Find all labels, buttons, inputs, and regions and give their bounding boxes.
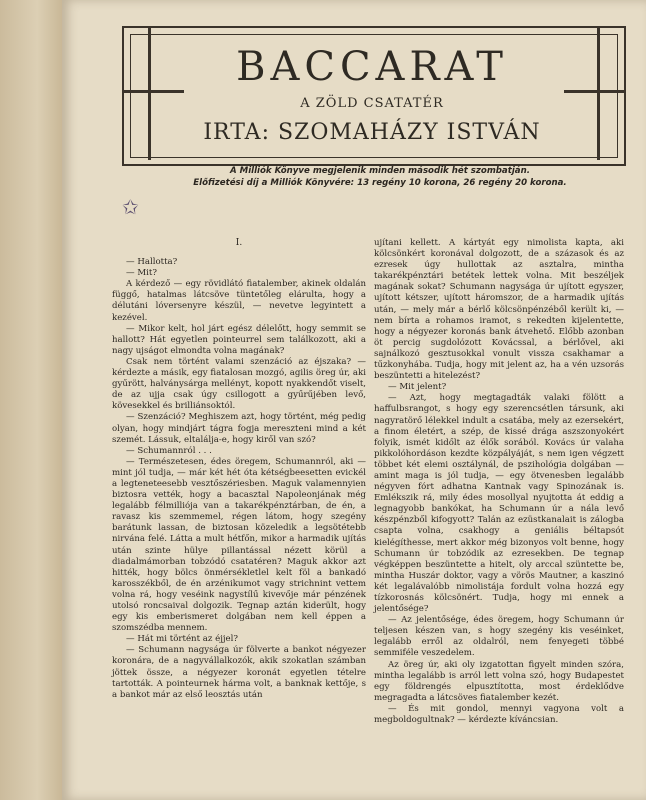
paragraph: — Schumann nagysága úr fölverte a bankot négyezer koronára, de a nagyvállalkozók, akik szokatlan számban jöttek össze, a négyezer koronát egyetlen tételre tartották. A pointeurnek hárma volt, a banknak kettője, s a bankot már az első leosztás után: [112, 645, 366, 700]
book-author: IRTA: SZOMAHÁZY ISTVÁN: [203, 120, 541, 145]
paragraph: Csak nem történt valami szenzáció az éjszaka? — kérdezte a másik, egy fiatalosan mozgó, agilis öreg úr, aki gyűrött, halványsárga mellényt, kopott nyakkendőt viselt, de az ujja csak úgy csillogott a gyűrűjében levő, kövesekkel és brilliánsoktól.: [112, 356, 366, 412]
paragraph: — Mikor kelt, hol járt egész délelőtt, hogy semmit se hallott? Hát egyetlen pointeurrel sem találkozott, aki a nagy ujságot elmondta volna magának?: [112, 323, 366, 356]
paragraph: — Szenzáció? Meghiszem azt, hogy történt, még pedig olyan, hogy mindjárt tágra fogja mereszteni mind a két szemét. Lássuk, eltalálja-e, hogy kiről van szó?: [112, 412, 366, 445]
book-subtitle: A ZÖLD CSATATÉR: [300, 96, 444, 111]
chapter-number: I.: [235, 238, 243, 248]
paragraph: — Mit jelent?: [388, 382, 447, 393]
paragraph: — Hát mi történt az éjjel?: [126, 634, 238, 645]
book-title: BACCARAT: [236, 44, 508, 90]
publication-notice: A Milliók Könyve megjelenik minden második hét szombatján.: [230, 166, 530, 176]
paragraph: A kérdező — egy rövidlátó fiatalember, akinek oldalán függő, hatalmas látcsöve tüntetőleg elárulta, hogy a délutáni lóversenyre készül, — nevetve legyintett a kezével.: [112, 279, 366, 323]
frame-ornament-right-horizontal: [564, 90, 624, 93]
text-column-left: [112, 238, 366, 701]
paragraph: — És mit gondol, mennyi vagyona volt a megboldogultnak? — kérdezte kíváncsian.: [374, 703, 624, 726]
paragraph: — Azt, hogy megtagadták valaki fölött a haffulbsrangot, s hogy egy szerencsétlen társunk, aki nagyratörő lélekkel indult a csatába, mely az ezersekért, a finom életért, a szép, de kissé drága aszszonyokért folyik, ismét kidőlt az élők sorából. Kovács úr valaha pikkolóhordáson kezdte közpályáját, s nem igen végzett többet két elemi osztálynál, de pszihológia dolgában — amint maga is jól tudja, — egy ötvenesben legalább négyven fórt adhatna Kantnak vagy Spinozának is. Emlékszik rá, mily édes mosollyal nyujtotta át eddig a legnagyobb bankókat, ha Schumann úr a nála levő készpénzből kifogyott? Talán az ezüstkanalait is zálogba csapta volna, csakhogy a geniális béltapsót kielégíthesse, mert akkor még bizonyos volt benne, hogy Schumann úr tobzódik az ezresekben. De tegnap végképpen beszüntette a hitelt, oly arccal szüntette be, mintha Huszár doktor, vagy a vörös Mautner, a kaszinó két legalávalóbb nimolistája fordult volna hozzá egy tízkorosnás kölcsönért. Tudja, hogy mi ennek a jelentősége?: [374, 393, 624, 615]
book-spine: [0, 0, 62, 800]
paragraph: — Az jelentősége, édes öregem, hogy Schumann úr teljesen készen van, s hogy szegény kis veséinket, legalább erről az oldalról, nem fenyegeti többé semmiféle veszedelem.: [374, 615, 624, 659]
star-stamp-icon: ✩: [122, 195, 139, 219]
text-column-right: [374, 238, 624, 726]
subscription-notice: Előfizetési díj a Milliók Könyvére: 13 regény 10 korona, 26 regény 20 korona.: [193, 178, 567, 188]
paragraph: — Schumannról . . .: [126, 445, 212, 456]
paragraph: — Természetesen, édes öregem, Schumannról, aki — mint jól tudja, — már két hét óta kétségbeesetten evickél a legteneteesebb vesztőszériesben. Maguk valamennyien biztosra vették, hogy a bacasztal Napoleonjának még legalább félmilliója van a takarékpénztárban, de én, a ravasz kis szemmemel, régen látom, hogy szegény barátunk lassan, de biztosan közeledik a legsötétebb nirvána felé. Látta a mult hétfőn, mikor a harmadik ujítás után szinte hülye pillantással nézett körül a diadalmámorban tobzódó csatatéren? Maguk akkor azt hitték, hogy bölcs önmérsékletlel kelt föl a bankadó karosszékből, de én arzénikumot vagy strichnint vettem volna rá, hogy veséink nagystílű kivevője már pénzének utolsó roncsaival dolgozik. Tegnap aztán kiderült, hogy egy kis emberismeret dolgában nem kell éppen a szomszédba mennem.: [112, 456, 366, 634]
frame-ornament-left-horizontal: [124, 90, 184, 93]
paragraph: ujítani kellett. A kártyát egy nimolista kapta, aki kölcsönkért koronával dolgozott, de a százasok és az ezresek úgy hullottak az asztalra, mintha takarékpénztári betétek lettek volna. Mit beszéljek magának sokat? Schumann nagysága úr ujított egyszer, ujított kétszer, ujított háromszor, de a harmadik ujítás után, — mely már a bérlő kölcsönpénzéből került ki, — nem bírta a rohamos iramot, s rekedten kijelentette, hogy a négyezer koronás bank átvehető. Előbb azonban öt percig sugdolózott Kovácssal, a bérlővel, aki sajnálkozó gesztusokkal vonult vissza csakhamar a tűzkonyhába. Tudja, hogy mit jelent az, ha a vén uzsorás beszüntetti a hitelezést?: [374, 238, 624, 382]
paragraph: Az öreg úr, aki oly izgatottan figyelt minden szóra, mintha legalább is arról lett volna szó, hogy Budapestet egy földrengés elpusztította, most érdeklődve megragadta a látcsöves fiatalember kezét.: [374, 659, 624, 703]
paragraph: — Mit?: [126, 268, 157, 279]
paragraph: — Hallotta?: [126, 257, 178, 268]
